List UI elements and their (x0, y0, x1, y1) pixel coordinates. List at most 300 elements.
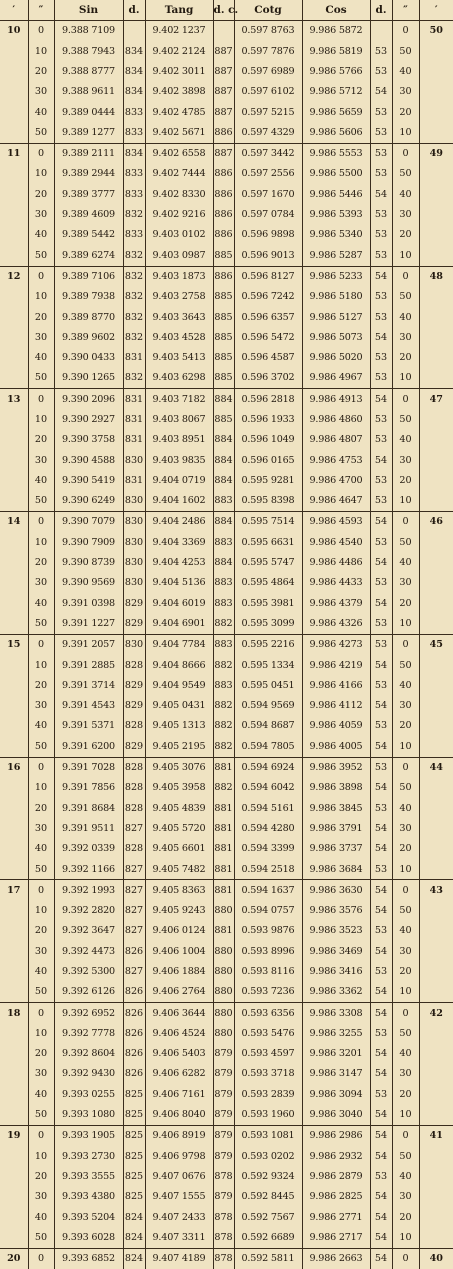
seconds-row (0, 553, 453, 573)
common-diff-cell: 882 (213, 736, 234, 757)
cos-diff-cell (370, 21, 392, 42)
cos-diff-cell: 54 (370, 901, 392, 921)
cotg-cell: 0.593 7236 (234, 982, 302, 1003)
minute-right-cell (419, 245, 453, 266)
minute-cell (0, 184, 28, 204)
cos-diff-cell: 54 (370, 82, 392, 102)
tang-cell: 9.407 1555 (145, 1187, 213, 1207)
second-cell: 0 (28, 512, 54, 533)
cotg-cell: 0.592 8445 (234, 1187, 302, 1207)
sin-diff-cell: 831 (123, 471, 145, 491)
second-cell: 40 (28, 593, 54, 613)
sin-cell: 9.393 0255 (54, 1084, 123, 1104)
common-diff-cell: 878 (213, 1207, 234, 1227)
sin-diff-cell: 834 (123, 62, 145, 82)
common-diff-cell: 882 (213, 696, 234, 716)
sin-cell: 9.392 4473 (54, 941, 123, 961)
header-cotg: Cotg (234, 0, 302, 21)
cos-cell: 9.986 3094 (302, 1084, 370, 1104)
tang-cell: 9.404 1602 (145, 491, 213, 512)
seconds-row (0, 573, 453, 593)
cos-diff-cell: 53 (370, 471, 392, 491)
minute-cell (0, 225, 28, 245)
minute-right-cell (419, 819, 453, 839)
second-right-cell: 30 (392, 1187, 419, 1207)
second-right-cell: 50 (392, 1024, 419, 1044)
cos-cell: 9.986 4807 (302, 430, 370, 450)
cotg-cell: 0.595 7514 (234, 512, 302, 533)
cos-cell: 9.986 5659 (302, 102, 370, 122)
tang-cell: 9.404 3369 (145, 532, 213, 552)
cos-diff-cell: 53 (370, 225, 392, 245)
seconds-row (0, 205, 453, 225)
second-right-cell: 50 (392, 901, 419, 921)
cos-cell: 9.986 5340 (302, 225, 370, 245)
minute-cell: 12 (0, 266, 28, 287)
seconds-row (0, 307, 453, 327)
tang-cell: 9.402 6558 (145, 143, 213, 164)
cotg-cell: 0.594 3399 (234, 839, 302, 859)
minute-cell (0, 716, 28, 736)
cos-diff-cell: 54 (370, 327, 392, 347)
cos-cell: 9.986 5180 (302, 287, 370, 307)
tang-cell: 9.404 8666 (145, 655, 213, 675)
second-cell: 10 (28, 532, 54, 552)
header-minute: ′ (0, 0, 28, 21)
second-right-cell: 50 (392, 410, 419, 430)
cos-cell: 9.986 4273 (302, 634, 370, 655)
cotg-cell: 0.595 2216 (234, 634, 302, 655)
cos-diff-cell: 53 (370, 614, 392, 635)
cos-diff-cell: 53 (370, 368, 392, 389)
minute-right-cell (419, 1187, 453, 1207)
tang-cell: 9.404 5136 (145, 573, 213, 593)
common-diff-cell: 880 (213, 1003, 234, 1024)
common-diff-cell: 880 (213, 962, 234, 982)
minute-cell (0, 164, 28, 184)
cos-cell: 9.986 2986 (302, 1126, 370, 1147)
sin-diff-cell: 827 (123, 901, 145, 921)
minute-right-cell: 40 (419, 1248, 453, 1269)
cotg-cell: 0.594 9569 (234, 696, 302, 716)
seconds-row (0, 1024, 453, 1044)
sin-diff-cell: 832 (123, 287, 145, 307)
cos-diff-cell: 53 (370, 205, 392, 225)
minute-right-cell (419, 1146, 453, 1166)
cotg-cell: 0.592 9324 (234, 1167, 302, 1187)
sin-diff-cell: 832 (123, 307, 145, 327)
second-cell: 50 (28, 982, 54, 1003)
tang-cell: 9.406 1884 (145, 962, 213, 982)
minute-right-cell (419, 471, 453, 491)
second-right-cell: 20 (392, 1207, 419, 1227)
sin-diff-cell: 826 (123, 1064, 145, 1084)
cotg-cell: 0.595 3099 (234, 614, 302, 635)
seconds-row (0, 122, 453, 143)
sin-cell: 9.393 6852 (54, 1248, 123, 1269)
minute-cell (0, 696, 28, 716)
minute-right-cell (419, 205, 453, 225)
sin-diff-cell: 828 (123, 655, 145, 675)
cotg-cell: 0.595 3981 (234, 593, 302, 613)
seconds-row (0, 471, 453, 491)
minute-cell (0, 676, 28, 696)
common-diff-cell: 883 (213, 491, 234, 512)
cos-cell: 9.986 5500 (302, 164, 370, 184)
minute-cell: 14 (0, 512, 28, 533)
minute-cell (0, 205, 28, 225)
minute-cell (0, 1024, 28, 1044)
second-cell: 50 (28, 614, 54, 635)
second-right-cell: 40 (392, 798, 419, 818)
second-right-cell: 50 (392, 164, 419, 184)
sin-cell: 9.392 7778 (54, 1024, 123, 1044)
sin-diff-cell: 832 (123, 266, 145, 287)
sin-cell: 9.388 8777 (54, 62, 123, 82)
minute-cell (0, 450, 28, 470)
sin-diff-cell: 832 (123, 327, 145, 347)
second-right-cell: 40 (392, 921, 419, 941)
second-right-cell: 0 (392, 266, 419, 287)
tang-cell: 9.404 2486 (145, 512, 213, 533)
minute-cell (0, 41, 28, 61)
tang-cell: 9.405 2195 (145, 736, 213, 757)
cos-diff-cell: 53 (370, 962, 392, 982)
seconds-row (0, 1207, 453, 1227)
cos-diff-cell: 53 (370, 1024, 392, 1044)
sin-cell: 9.389 2944 (54, 164, 123, 184)
minute-right-cell (419, 593, 453, 613)
tang-cell: 9.405 7482 (145, 859, 213, 880)
minute-row (0, 757, 453, 778)
minute-right-cell (419, 839, 453, 859)
cotg-cell: 0.596 2818 (234, 389, 302, 410)
cotg-cell: 0.597 3442 (234, 143, 302, 164)
tang-cell: 9.406 0124 (145, 921, 213, 941)
minute-right-cell (419, 368, 453, 389)
cos-cell: 9.986 4219 (302, 655, 370, 675)
cotg-cell: 0.594 1637 (234, 880, 302, 901)
tang-cell: 9.404 9549 (145, 676, 213, 696)
common-diff-cell: 881 (213, 859, 234, 880)
second-cell: 30 (28, 82, 54, 102)
seconds-row (0, 164, 453, 184)
second-right-cell: 10 (392, 491, 419, 512)
seconds-row (0, 491, 453, 512)
sin-diff-cell: 830 (123, 491, 145, 512)
cos-cell: 9.986 3630 (302, 880, 370, 901)
seconds-row (0, 901, 453, 921)
second-cell: 30 (28, 696, 54, 716)
minute-right-cell: 50 (419, 21, 453, 42)
sin-diff-cell: 827 (123, 859, 145, 880)
cos-diff-cell: 53 (370, 1084, 392, 1104)
sin-cell: 9.389 3777 (54, 184, 123, 204)
minute-row (0, 1126, 453, 1147)
common-diff-cell: 883 (213, 634, 234, 655)
seconds-row (0, 1167, 453, 1187)
common-diff-cell: 887 (213, 82, 234, 102)
minute-row (0, 21, 453, 42)
cotg-cell: 0.595 5747 (234, 553, 302, 573)
second-cell: 20 (28, 798, 54, 818)
common-diff-cell: 882 (213, 778, 234, 798)
common-diff-cell: 884 (213, 450, 234, 470)
sin-cell: 9.392 0339 (54, 839, 123, 859)
minute-right-cell (419, 287, 453, 307)
common-diff-cell: 882 (213, 655, 234, 675)
tang-cell: 9.406 9798 (145, 1146, 213, 1166)
cos-cell: 9.986 5287 (302, 245, 370, 266)
cos-cell: 9.986 4753 (302, 450, 370, 470)
minute-cell (0, 327, 28, 347)
sin-cell: 9.390 0433 (54, 348, 123, 368)
sin-diff-cell: 830 (123, 450, 145, 470)
sin-diff-cell: 824 (123, 1228, 145, 1249)
second-cell: 20 (28, 553, 54, 573)
second-right-cell: 30 (392, 82, 419, 102)
cos-cell: 9.986 3469 (302, 941, 370, 961)
minute-right-cell (419, 962, 453, 982)
sin-cell: 9.392 1993 (54, 880, 123, 901)
cos-diff-cell: 54 (370, 1146, 392, 1166)
second-cell: 10 (28, 655, 54, 675)
second-cell: 20 (28, 1044, 54, 1064)
minute-cell: 10 (0, 21, 28, 42)
seconds-row (0, 532, 453, 552)
minute-right-cell (419, 122, 453, 143)
cos-cell: 9.986 4540 (302, 532, 370, 552)
cos-cell: 9.986 3952 (302, 757, 370, 778)
sin-cell: 9.389 7106 (54, 266, 123, 287)
tang-cell: 9.403 6298 (145, 368, 213, 389)
minute-cell (0, 982, 28, 1003)
common-diff-cell: 885 (213, 307, 234, 327)
cotg-cell: 0.594 5161 (234, 798, 302, 818)
seconds-row (0, 778, 453, 798)
minute-cell: 15 (0, 634, 28, 655)
cos-diff-cell: 53 (370, 573, 392, 593)
seconds-row (0, 450, 453, 470)
tang-cell: 9.406 8919 (145, 1126, 213, 1147)
sin-cell: 9.392 8604 (54, 1044, 123, 1064)
cos-diff-cell: 54 (370, 1228, 392, 1249)
sin-cell: 9.392 9430 (54, 1064, 123, 1084)
minute-cell (0, 859, 28, 880)
cos-cell: 9.986 5606 (302, 122, 370, 143)
second-right-cell: 30 (392, 696, 419, 716)
second-right-cell: 40 (392, 307, 419, 327)
cos-cell: 9.986 4005 (302, 736, 370, 757)
sin-cell: 9.392 6126 (54, 982, 123, 1003)
seconds-row (0, 819, 453, 839)
cos-diff-cell: 53 (370, 41, 392, 61)
cos-diff-cell: 53 (370, 634, 392, 655)
tang-cell: 9.405 9243 (145, 901, 213, 921)
minute-right-cell (419, 41, 453, 61)
cotg-cell: 0.594 8687 (234, 716, 302, 736)
common-diff-cell: 881 (213, 921, 234, 941)
second-cell: 30 (28, 819, 54, 839)
cos-cell: 9.986 4647 (302, 491, 370, 512)
common-diff-cell: 879 (213, 1044, 234, 1064)
sin-diff-cell: 829 (123, 736, 145, 757)
tang-cell: 9.404 7784 (145, 634, 213, 655)
second-right-cell: 10 (392, 245, 419, 266)
second-cell: 10 (28, 410, 54, 430)
sin-cell: 9.391 4543 (54, 696, 123, 716)
minute-row (0, 1248, 453, 1269)
second-cell: 20 (28, 921, 54, 941)
cotg-cell: 0.596 5472 (234, 327, 302, 347)
tang-cell: 9.406 7161 (145, 1084, 213, 1104)
common-diff-cell: 887 (213, 102, 234, 122)
common-diff-cell: 886 (213, 266, 234, 287)
cos-cell: 9.986 2663 (302, 1248, 370, 1269)
seconds-row (0, 1146, 453, 1166)
second-cell: 0 (28, 266, 54, 287)
cos-diff-cell: 53 (370, 122, 392, 143)
cotg-cell: 0.597 6102 (234, 82, 302, 102)
minute-cell (0, 102, 28, 122)
minute-cell (0, 839, 28, 859)
sin-diff-cell: 828 (123, 778, 145, 798)
second-cell: 50 (28, 859, 54, 880)
sin-diff-cell: 834 (123, 143, 145, 164)
second-right-cell: 30 (392, 327, 419, 347)
seconds-row (0, 287, 453, 307)
common-diff-cell: 880 (213, 941, 234, 961)
minute-right-cell (419, 1064, 453, 1084)
second-cell: 20 (28, 1167, 54, 1187)
common-diff-cell: 885 (213, 245, 234, 266)
common-diff-cell: 882 (213, 716, 234, 736)
sin-diff-cell: 832 (123, 205, 145, 225)
second-right-cell: 0 (392, 880, 419, 901)
common-diff-cell: 881 (213, 839, 234, 859)
sin-diff-cell: 831 (123, 410, 145, 430)
seconds-row (0, 1228, 453, 1249)
cos-cell: 9.986 5553 (302, 143, 370, 164)
common-diff-cell: 880 (213, 982, 234, 1003)
cotg-cell: 0.597 5215 (234, 102, 302, 122)
common-diff-cell: 883 (213, 532, 234, 552)
header-minute-right: ′ (419, 0, 453, 21)
sin-cell: 9.390 8739 (54, 553, 123, 573)
cos-cell: 9.986 3362 (302, 982, 370, 1003)
sin-diff-cell: 831 (123, 348, 145, 368)
tang-cell: 9.402 8330 (145, 184, 213, 204)
minute-cell: 18 (0, 1003, 28, 1024)
seconds-row (0, 1064, 453, 1084)
cotg-cell: 0.593 4597 (234, 1044, 302, 1064)
sin-cell: 9.393 2730 (54, 1146, 123, 1166)
seconds-row (0, 368, 453, 389)
sin-diff-cell: 834 (123, 41, 145, 61)
common-diff-cell: 883 (213, 573, 234, 593)
cos-diff-cell: 54 (370, 593, 392, 613)
tang-cell: 9.405 0431 (145, 696, 213, 716)
second-right-cell: 20 (392, 962, 419, 982)
minute-cell (0, 1146, 28, 1166)
common-diff-cell: 881 (213, 819, 234, 839)
cos-diff-cell: 54 (370, 184, 392, 204)
cos-diff-cell: 53 (370, 491, 392, 512)
minute-right-cell (419, 676, 453, 696)
header-cos: Cos (302, 0, 370, 21)
minute-cell (0, 962, 28, 982)
cotg-cell: 0.596 8127 (234, 266, 302, 287)
second-cell: 40 (28, 348, 54, 368)
second-cell: 40 (28, 716, 54, 736)
minute-right-cell (419, 1228, 453, 1249)
second-right-cell: 20 (392, 716, 419, 736)
second-right-cell: 40 (392, 676, 419, 696)
common-diff-cell: 879 (213, 1126, 234, 1147)
seconds-row (0, 736, 453, 757)
minute-right-cell: 46 (419, 512, 453, 533)
minute-right-cell (419, 102, 453, 122)
cos-cell: 9.986 3040 (302, 1105, 370, 1126)
second-right-cell: 10 (392, 1228, 419, 1249)
minute-cell (0, 532, 28, 552)
tang-cell: 9.405 3076 (145, 757, 213, 778)
second-cell: 20 (28, 430, 54, 450)
common-diff-cell: 878 (213, 1228, 234, 1249)
seconds-row (0, 859, 453, 880)
header-d2: d. (370, 0, 392, 21)
sin-diff-cell: 825 (123, 1105, 145, 1126)
cotg-cell: 0.593 3718 (234, 1064, 302, 1084)
second-cell: 10 (28, 1146, 54, 1166)
header-dc: d. c. (213, 0, 234, 21)
cos-cell: 9.986 2825 (302, 1187, 370, 1207)
common-diff-cell: 887 (213, 41, 234, 61)
second-right-cell: 40 (392, 553, 419, 573)
sin-cell: 9.393 4380 (54, 1187, 123, 1207)
cos-cell: 9.986 5393 (302, 205, 370, 225)
minute-right-cell: 42 (419, 1003, 453, 1024)
minute-cell (0, 122, 28, 143)
sin-diff-cell (123, 21, 145, 42)
sin-diff-cell: 824 (123, 1207, 145, 1227)
second-cell: 50 (28, 122, 54, 143)
minute-right-cell (419, 1105, 453, 1126)
table-header (0, 0, 453, 21)
cotg-cell: 0.594 2518 (234, 859, 302, 880)
minute-cell (0, 287, 28, 307)
common-diff-cell: 881 (213, 798, 234, 818)
minute-row (0, 266, 453, 287)
sin-diff-cell: 826 (123, 941, 145, 961)
tang-cell: 9.403 2758 (145, 287, 213, 307)
tang-cell: 9.403 5413 (145, 348, 213, 368)
minute-row (0, 1003, 453, 1024)
cotg-cell: 0.595 6631 (234, 532, 302, 552)
seconds-row (0, 1105, 453, 1126)
minute-right-cell (419, 1167, 453, 1187)
seconds-row (0, 245, 453, 266)
second-cell: 30 (28, 205, 54, 225)
minute-cell (0, 1105, 28, 1126)
sin-diff-cell: 825 (123, 1187, 145, 1207)
cos-diff-cell: 53 (370, 798, 392, 818)
sin-diff-cell: 831 (123, 430, 145, 450)
second-cell: 20 (28, 676, 54, 696)
cotg-cell: 0.596 9898 (234, 225, 302, 245)
seconds-row (0, 1084, 453, 1104)
cos-cell: 9.986 4379 (302, 593, 370, 613)
